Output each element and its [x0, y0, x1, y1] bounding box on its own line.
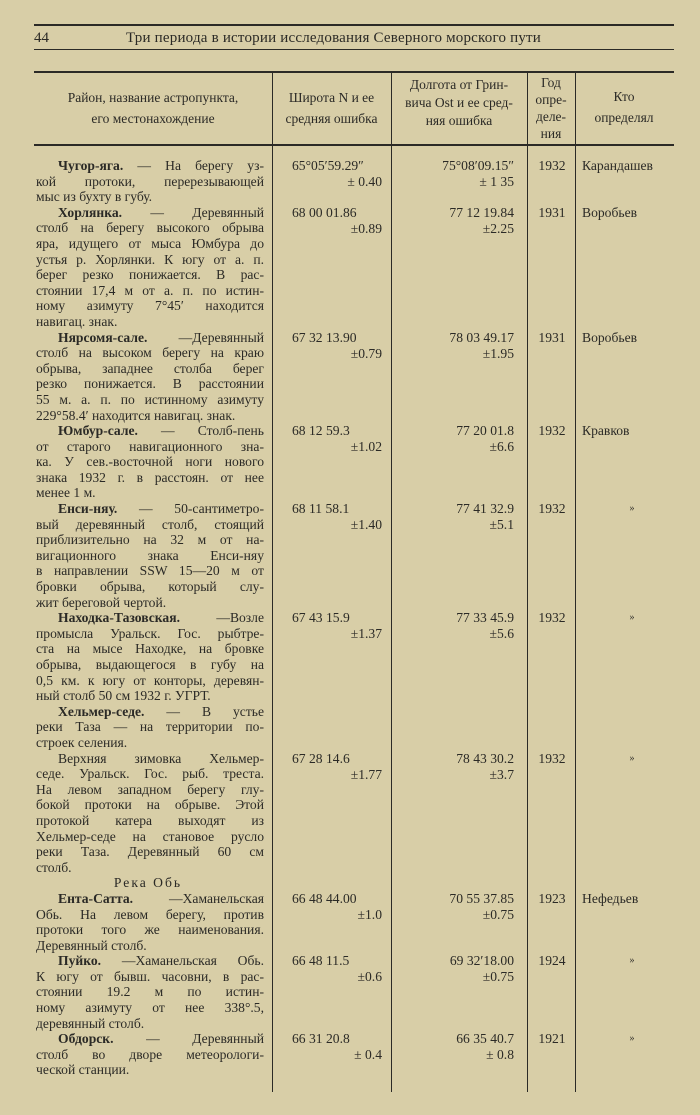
latitude: 65°05′59.29″	[292, 158, 364, 173]
description-text: бокой протоки на обрыве. Этой	[36, 797, 264, 813]
place-description	[36, 330, 264, 424]
table-row	[34, 423, 674, 501]
determined-by: Нефедьев	[582, 890, 639, 906]
determined-by: »	[629, 1033, 635, 1045]
description-line	[36, 984, 264, 1000]
header-line: деле-	[535, 109, 567, 124]
header-place	[34, 88, 272, 128]
description-text: —Деревянный	[178, 329, 264, 345]
latitude: 68 00 01.86	[292, 204, 357, 220]
longitude: 77 41 32.9	[456, 501, 514, 517]
description-line	[36, 532, 264, 548]
latitude-error: ±1.02	[350, 439, 382, 455]
top-rule	[34, 24, 674, 26]
latitude: 66 48 11.5	[292, 953, 350, 969]
description-line	[36, 922, 264, 938]
description-line	[36, 860, 264, 876]
determined-by: Воробьев	[582, 329, 638, 345]
longitude-error: ±2.25	[482, 220, 514, 236]
table-row	[34, 704, 674, 751]
description-text: реки Таза. Деревянный 60 см	[36, 844, 264, 860]
latitude: 66 31 20.8	[292, 1031, 350, 1047]
description-text: ному азимуту от нее 338°.5,	[36, 1000, 264, 1016]
longitude-error: ± 0.8	[486, 1047, 514, 1063]
description-line	[36, 829, 264, 845]
table-row	[34, 610, 674, 704]
description-line	[36, 423, 264, 439]
longitude-error: ± 1 35	[479, 174, 514, 189]
longitude: 77 20 01.8	[456, 423, 514, 439]
description-line	[36, 1000, 264, 1016]
description-line	[36, 1016, 264, 1032]
description-line	[36, 220, 264, 236]
description-text: строек селения.	[36, 734, 128, 750]
place-description	[36, 891, 264, 953]
longitude: 70 55 37.85	[449, 890, 514, 906]
place-name: Хельмер-седе.	[58, 703, 145, 719]
longitude: 77 33 45.9	[456, 610, 514, 626]
description-line	[36, 719, 264, 735]
place-description	[36, 1031, 264, 1078]
table-body	[34, 158, 674, 1078]
longitude-error: ±5.1	[489, 517, 514, 533]
place-name: Ента-Сатта.	[58, 890, 134, 906]
description-text: К югу от бывш. часовни, в рас-	[36, 968, 264, 984]
longitude: 66 35 40.7	[456, 1031, 514, 1047]
year: 1932	[538, 501, 566, 517]
description-line	[36, 298, 264, 314]
description-text: На левом западном берегу глу-	[36, 781, 264, 797]
description-text: — На берегу уз-	[137, 158, 264, 173]
longitude: 78 43 30.2	[456, 750, 514, 766]
description-line	[36, 969, 264, 985]
table-row	[34, 891, 674, 953]
description-line	[36, 766, 264, 782]
description-text: навигац. знак.	[36, 313, 118, 329]
latitude-error: ±0.89	[350, 220, 382, 236]
determined-by: »	[629, 503, 635, 515]
longitude-error: ±3.7	[489, 766, 514, 782]
description-line	[36, 563, 264, 579]
description-line	[36, 844, 264, 860]
year: 1932	[538, 158, 566, 173]
latitude-error: ±1.0	[357, 906, 382, 922]
longitude-error: ±0.75	[482, 906, 514, 922]
latitude: 67 28 14.6	[292, 750, 350, 766]
description-text: берег резко понижается. В рас-	[36, 267, 264, 283]
year: 1931	[538, 204, 566, 220]
place-name: Находка-Тазовская.	[58, 610, 180, 626]
description-line	[36, 1031, 264, 1047]
description-text: — 50-сантиметро-	[139, 501, 264, 517]
description-text: обрыва, западнее столба берег	[36, 360, 264, 376]
description-text: Верхняя зимовка Хельмер-	[58, 750, 264, 766]
description-text: менее 1 м.	[36, 485, 96, 501]
place-name: Хорлянка.	[58, 204, 123, 220]
description-line	[36, 517, 264, 533]
description-text: кой протоки, перерезывающей	[36, 173, 264, 189]
description-text: седе. Уральск. Гос. рыб. треста.	[36, 766, 264, 782]
year: 1931	[538, 329, 566, 345]
description-text: мыс из бухту в губу.	[36, 189, 153, 205]
determined-by: »	[629, 955, 635, 967]
description-line	[36, 330, 264, 346]
place-name: Обдорск.	[58, 1031, 114, 1047]
header-line: его местонахождение	[91, 111, 215, 126]
page-number: 44	[34, 30, 49, 46]
year: 1932	[538, 750, 566, 766]
place-description	[36, 501, 264, 610]
description-line	[36, 1047, 264, 1063]
description-line	[36, 938, 264, 954]
place-name: Нярсомя-сале.	[58, 329, 148, 345]
description-line	[36, 626, 264, 642]
place-description	[36, 751, 264, 876]
description-line	[36, 579, 264, 595]
latitude-error: ±1.40	[350, 517, 382, 533]
section-heading: Река Обь	[113, 875, 183, 891]
description-text: промысла Уральск. Гос. рыбтре-	[36, 625, 264, 641]
description-line	[36, 610, 264, 626]
description-text: протокой катера выходят из	[36, 812, 264, 828]
header-latitude	[272, 88, 391, 128]
description-text: столб.	[36, 859, 72, 875]
description-text: ный столб 50 см 1932 г. УГРТ.	[36, 688, 211, 704]
table-row	[34, 1031, 674, 1078]
place-name: Енси-няу.	[58, 501, 118, 517]
description-line	[36, 548, 264, 564]
description-text: бровки обрыва, который слу-	[36, 579, 264, 595]
description-text: знака 1932 г. в расстоян. от нее	[36, 469, 264, 485]
description-line	[36, 189, 264, 205]
description-text: ческой станции.	[36, 1062, 130, 1078]
description-text: 229°58.4′ находится навигац. знак.	[36, 407, 236, 423]
determined-by: Воробьев	[582, 204, 638, 220]
header-line: няя ошибка	[425, 113, 493, 128]
table-row	[34, 205, 674, 330]
header-line: Год	[541, 75, 561, 90]
description-text: столб на высоком берегу на краю	[36, 345, 264, 361]
header-line: средняя ошибка	[285, 111, 378, 126]
table-row	[34, 330, 674, 424]
description-line	[36, 392, 264, 408]
latitude: 66 48 44.00	[292, 890, 357, 906]
description-line	[36, 782, 264, 798]
head-underline	[34, 49, 674, 50]
description-line	[36, 361, 264, 377]
description-line	[36, 470, 264, 486]
description-line	[36, 797, 264, 813]
description-text: Обь. На левом берегу, против	[36, 906, 264, 922]
place-name: Юмбур-сале.	[58, 423, 138, 439]
description-text: столб на берегу высокого обрыва	[36, 220, 264, 236]
description-line	[36, 1062, 264, 1078]
description-text: протоки того же наименования.	[36, 922, 264, 938]
table-row	[34, 158, 674, 205]
description-line	[36, 408, 264, 424]
latitude: 67 32 13.90	[292, 329, 357, 345]
description-line	[36, 751, 264, 767]
description-text: ному азимуту 7°45′ находится	[36, 298, 264, 314]
place-description	[36, 423, 264, 501]
description-text: столб во дворе метеорологи-	[36, 1046, 264, 1062]
description-text: —Хаманельская Обь.	[121, 953, 264, 969]
latitude: 68 11 58.1	[292, 501, 350, 517]
description-line	[36, 813, 264, 829]
description-line	[36, 735, 264, 751]
table-row	[34, 501, 674, 610]
description-line	[36, 953, 264, 969]
description-line	[36, 907, 264, 923]
description-text: —Хаманельская	[169, 890, 264, 906]
longitude-error: ±0.75	[482, 969, 514, 985]
longitude-error: ±6.6	[489, 439, 514, 455]
description-text: обрыва, выдающегося в губу на	[36, 657, 264, 672]
description-text: устья р. Хорлянки. К югу от а. п.	[36, 251, 264, 267]
description-line	[36, 314, 264, 330]
description-text: вигационного знака Енси-няу	[36, 547, 264, 563]
table-row	[34, 953, 674, 1031]
table-header-rule	[34, 144, 674, 146]
description-line	[36, 252, 264, 268]
place-description	[36, 953, 264, 1031]
header-line: опре-	[535, 92, 567, 107]
description-line	[36, 688, 264, 704]
description-text: —Возле	[216, 610, 264, 626]
latitude-error: ±1.37	[350, 626, 382, 642]
year: 1923	[538, 890, 566, 906]
latitude-error: ± 0.40	[347, 174, 382, 189]
description-line	[36, 267, 264, 283]
header-line: Широта N и ее	[288, 90, 375, 105]
place-name: Пуйко.	[58, 953, 102, 969]
description-text: яра, идущего от мыса Юмбура до	[36, 235, 264, 251]
description-line	[36, 236, 264, 252]
description-line	[36, 174, 264, 190]
longitude-error: ±5.6	[489, 626, 514, 642]
determined-by: Кравков	[582, 423, 630, 439]
description-line	[36, 657, 264, 673]
header-who	[575, 86, 673, 128]
year: 1932	[538, 423, 566, 439]
description-line	[36, 158, 264, 174]
header-line: вича Ost и ее сред-	[405, 95, 513, 110]
year: 1932	[538, 610, 566, 626]
description-line	[36, 485, 264, 501]
description-text: стоянии 19.2 м по истин-	[36, 984, 264, 1000]
description-text: — Деревянный	[150, 204, 264, 220]
description-text: — Столб-пень	[161, 423, 264, 439]
description-text: ка. У сев.-восточной ноги нового	[36, 454, 264, 470]
description-line	[36, 205, 264, 221]
longitude-error: ±1.95	[482, 345, 514, 361]
longitude: 69 32′18.00	[449, 953, 514, 969]
description-text: — Деревянный	[146, 1031, 264, 1047]
longitude: 77 12 19.84	[449, 204, 514, 220]
latitude-error: ±0.6	[357, 969, 382, 985]
description-line	[36, 439, 264, 455]
header-line: ния	[540, 126, 562, 141]
place-description	[36, 704, 264, 751]
header-longitude	[391, 76, 527, 130]
description-text: приблизительно на 32 м от на-	[36, 532, 264, 548]
description-text: от старого навигационного зна-	[36, 438, 264, 454]
determined-by: »	[629, 752, 635, 764]
determined-by: »	[629, 612, 635, 624]
header-line: Кто	[613, 89, 635, 104]
description-line	[36, 704, 264, 720]
header-year	[527, 74, 575, 142]
running-head: Три периода в истории исследования Северного морского пути	[126, 30, 542, 46]
longitude: 78 03 49.17	[449, 329, 514, 345]
description-text: — В устье	[166, 703, 264, 719]
determined-by: Карандашев	[582, 158, 653, 173]
description-line	[36, 891, 264, 907]
latitude-error: ± 0.4	[354, 1047, 382, 1063]
description-line	[36, 283, 264, 299]
place-description	[36, 205, 264, 330]
description-text: в направлении SSW 15—20 м от	[36, 563, 264, 579]
year: 1921	[538, 1031, 566, 1047]
place-description	[36, 158, 264, 205]
description-text: жит береговой чертой.	[36, 594, 167, 610]
description-line	[36, 501, 264, 517]
latitude-error: ±1.77	[350, 766, 382, 782]
description-line	[36, 595, 264, 611]
description-text: стоянии 17,4 м от а. п. по истин-	[36, 282, 264, 298]
table-top-rule	[34, 71, 674, 73]
place-description	[36, 610, 264, 704]
description-text: Хельмер-седе на становое русло	[36, 828, 264, 844]
description-text: реки Таза — на территории по-	[36, 719, 264, 735]
description-text: Деревянный столб.	[36, 937, 147, 953]
description-line	[36, 673, 264, 689]
description-text: 55 м. а. п. по истинному азимуту	[36, 391, 264, 407]
description-line	[36, 345, 264, 361]
description-line	[36, 454, 264, 470]
description-text: вый деревянный столб, стоящий	[36, 516, 264, 532]
description-text: 0,5 км. к югу от конторы, деревян-	[36, 672, 264, 688]
latitude: 67 43 15.9	[292, 610, 350, 626]
latitude-error: ±0.79	[350, 345, 382, 361]
description-line	[36, 376, 264, 392]
description-text: ста на мысе Находке, на бровке	[36, 641, 264, 657]
table-row	[34, 751, 674, 876]
header-line: определял	[594, 110, 654, 125]
longitude: 75°08′09.15″	[442, 158, 514, 173]
place-name: Чугор-яга.	[58, 158, 124, 173]
header-line: Район, название астропункта,	[67, 90, 239, 105]
description-text: резко понижается. В расстоянии	[36, 376, 264, 392]
description-line	[36, 641, 264, 657]
header-line: Долгота от Грин-	[409, 77, 509, 92]
description-text: деревянный столб.	[36, 1015, 145, 1031]
year: 1924	[538, 953, 566, 969]
latitude: 68 12 59.3	[292, 423, 350, 439]
